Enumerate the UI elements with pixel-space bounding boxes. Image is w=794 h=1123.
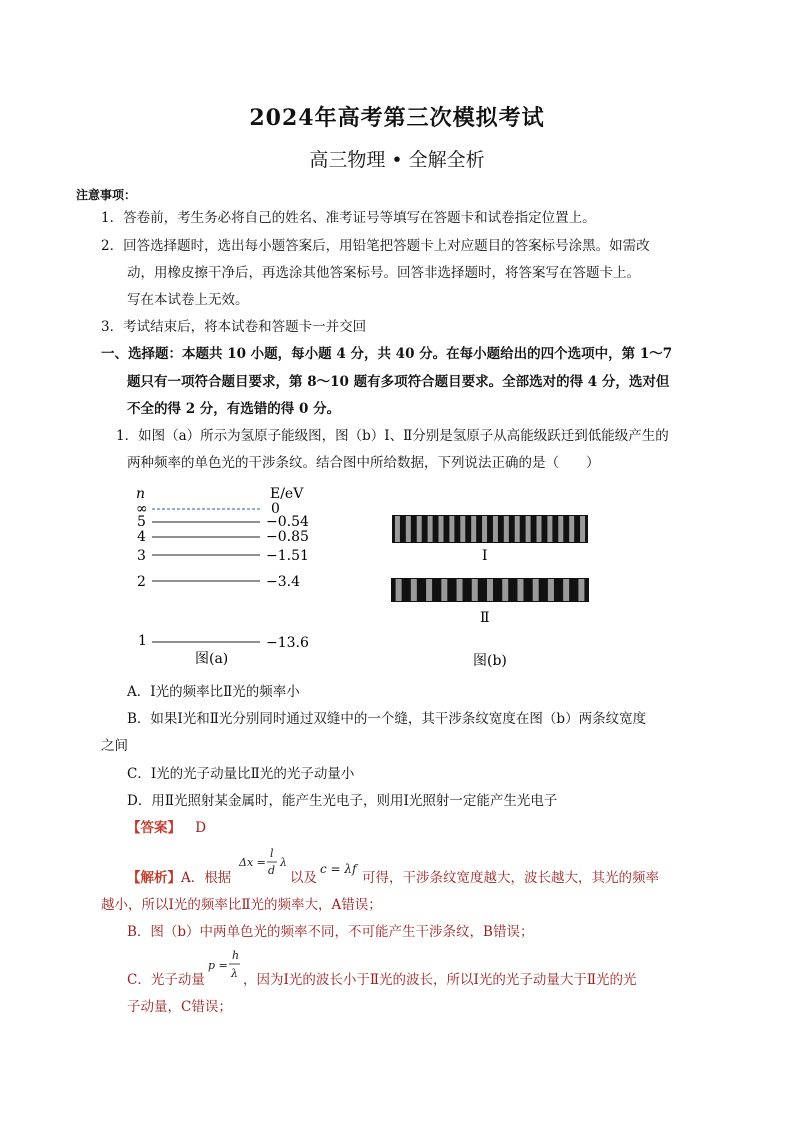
- formula-photon-momentum: [207, 948, 245, 984]
- notice-item-2-cont: 动，用橡皮擦干净后，再选涂其他答案标号。回答非选择题时，将答案写在答题卡上。: [127, 265, 640, 281]
- fringe-bright-band: [460, 516, 465, 542]
- fringe-bright-band: [548, 579, 554, 601]
- question-stem-line-1: 1．如图（a）所示为氢原子能级图，图（b）Ⅰ、Ⅱ分别是氢原子从高能级跃迁到低能级产生的: [116, 428, 669, 444]
- level-n-5: 5: [137, 514, 146, 530]
- analysis-tag: 【解析】: [127, 870, 181, 886]
- level-n-1: 1: [138, 633, 147, 649]
- fringe-bright-band: [558, 516, 563, 542]
- fringe-bright-band: [417, 516, 422, 542]
- formula-fringe-width: [237, 846, 293, 882]
- level-n-4: 4: [137, 529, 146, 545]
- fringe-pattern-1: [392, 515, 588, 543]
- analysis-a-line-2: 越小，所以Ⅰ光的频率比Ⅱ光的频率大，A错误；: [101, 897, 382, 913]
- fringe-bright-band: [578, 579, 584, 601]
- analysis-a-mid: 以及: [290, 870, 317, 886]
- svg-text:λ: λ: [280, 856, 287, 869]
- level-e-4: −0.85: [266, 529, 309, 545]
- level-n-2: 2: [137, 574, 146, 590]
- energy-level-diagram: [130, 480, 330, 670]
- svg-text:λ: λ: [231, 967, 238, 980]
- fringe-bright-band: [449, 516, 454, 542]
- notice-item-1: 1．答卷前，考生务必将自己的姓名、准考证号等填写在答题卡和试卷指定位置上。: [101, 210, 596, 226]
- option-d: D．用Ⅱ光照射某金属时，能产生光电子，则用Ⅰ光照射一定能产生光电子: [127, 793, 558, 809]
- answer-row: [127, 818, 206, 838]
- analysis-b: B．图（b）中两单色光的频率不同，不可能产生干涉条纹，B错误；: [127, 924, 534, 940]
- fringe-bright-band: [406, 516, 411, 542]
- analysis-a-row: [127, 868, 231, 888]
- notice-item-2: 2．回答选择题时，选出每小题答案后，用铅笔把答题卡上对应题目的答案标号涂黑。如需改: [101, 238, 650, 254]
- analysis-a-post: 可得，干涉条纹宽度越大，波长越大，其光的频率: [362, 870, 659, 886]
- fringe-bright-band: [439, 516, 444, 542]
- answer-value: D: [195, 820, 207, 836]
- figure-a-caption: 图(a): [195, 651, 229, 667]
- option-b: B．如果Ⅰ光和Ⅱ光分别同时通过双缝中的一个缝，其干涉条纹宽度在图（b）两条纹宽度: [127, 711, 647, 727]
- fringe-bright-band: [395, 516, 400, 542]
- fringe-bright-band: [547, 516, 552, 542]
- fringe-pattern-2: [391, 578, 589, 602]
- n-axis-label: n: [136, 486, 146, 502]
- fringe-bright-band: [515, 516, 520, 542]
- question-stem-line-2: 两种频率的单色光的干涉条纹。结合图中所给数据，下列说法正确的是（ ）: [127, 455, 600, 471]
- notice-heading: 注意事项：: [76, 188, 137, 202]
- analysis-c-line-2: 子动量，C错误；: [127, 999, 232, 1015]
- level-e-inf: 0: [271, 501, 280, 517]
- fringe-bright-band: [526, 516, 531, 542]
- fringe-bright-band: [471, 516, 476, 542]
- notice-item-3: 3．考试结束后，将本试卷和答题卡一并交回: [101, 319, 367, 335]
- level-n-inf: ∞: [136, 501, 148, 517]
- svg-text:Δx =: Δx =: [239, 856, 266, 869]
- level-n-3: 3: [137, 548, 146, 564]
- option-a: A．Ⅰ光的频率比Ⅱ光的频率小: [127, 684, 300, 700]
- fringe-bright-band: [426, 579, 432, 601]
- fringe-bright-band: [428, 516, 433, 542]
- page-title: 2024年高考第三次模拟考试: [249, 105, 545, 131]
- svg-text:l: l: [270, 847, 274, 860]
- fringe-bright-band: [472, 579, 478, 601]
- fringe-label-1: Ⅰ: [482, 548, 488, 564]
- fringe-bright-band: [396, 579, 402, 601]
- fringe-label-2: Ⅱ: [480, 610, 490, 626]
- notice-item-2-cont2: 写在本试卷上无效。: [127, 292, 249, 308]
- fringe-bright-band: [517, 579, 523, 601]
- fringe-bright-band: [537, 516, 542, 542]
- fringe-bright-band: [502, 579, 508, 601]
- level-e-1: −13.6: [266, 635, 309, 651]
- energy-axis-label: E/eV: [270, 486, 304, 502]
- fringe-bright-band: [504, 516, 509, 542]
- interference-fringes-figure: [385, 510, 595, 670]
- formula-wave-speed: c = λf: [320, 862, 357, 876]
- page-subtitle: 高三物理 • 全解全析: [309, 149, 485, 171]
- section-heading-line-2: 题只有一项符合题目要求，第 8～10 题有多项符合题目要求。全部选对的得 4 分，选对但: [127, 374, 670, 390]
- fringe-bright-band: [533, 579, 539, 601]
- level-e-2: −3.4: [266, 574, 300, 590]
- section-heading-line-1: 一、选择题：本题共 10 小题，每小题 4 分，共 40 分。在每小题给出的四个选项中，第 1～7: [101, 346, 673, 362]
- fringe-bright-band: [487, 579, 493, 601]
- fringe-bright-band: [441, 579, 447, 601]
- figure-b-caption: 图(b): [473, 653, 507, 669]
- svg-text:d: d: [268, 864, 276, 877]
- level-e-3: −1.51: [266, 548, 309, 564]
- fringe-bright-band: [563, 579, 569, 601]
- analysis-c-post: ，因为Ⅰ光的波长小于Ⅱ光的波长，所以Ⅰ光的光子动量大于Ⅱ光的光: [243, 972, 637, 988]
- fringe-bright-band: [411, 579, 417, 601]
- section-heading-line-3: 不全的得 2 分，有选错的得 0 分。: [127, 401, 341, 417]
- fringe-bright-band: [580, 516, 585, 542]
- level-e-5: −0.54: [266, 514, 309, 530]
- fringe-bright-band: [569, 516, 574, 542]
- svg-text:p =: p =: [208, 959, 228, 972]
- fringe-bright-band: [457, 579, 463, 601]
- fringe-bright-band: [493, 516, 498, 542]
- fringe-bright-band: [482, 516, 487, 542]
- answer-tag: 【答案】: [127, 820, 181, 836]
- option-b-cont: 之间: [101, 738, 128, 754]
- analysis-a-pre: A．根据: [181, 870, 232, 886]
- analysis-c-pre: C．光子动量: [127, 972, 205, 988]
- option-c: C．Ⅰ光的光子动量比Ⅱ光的光子动量小: [127, 766, 355, 782]
- svg-text:h: h: [232, 949, 240, 962]
